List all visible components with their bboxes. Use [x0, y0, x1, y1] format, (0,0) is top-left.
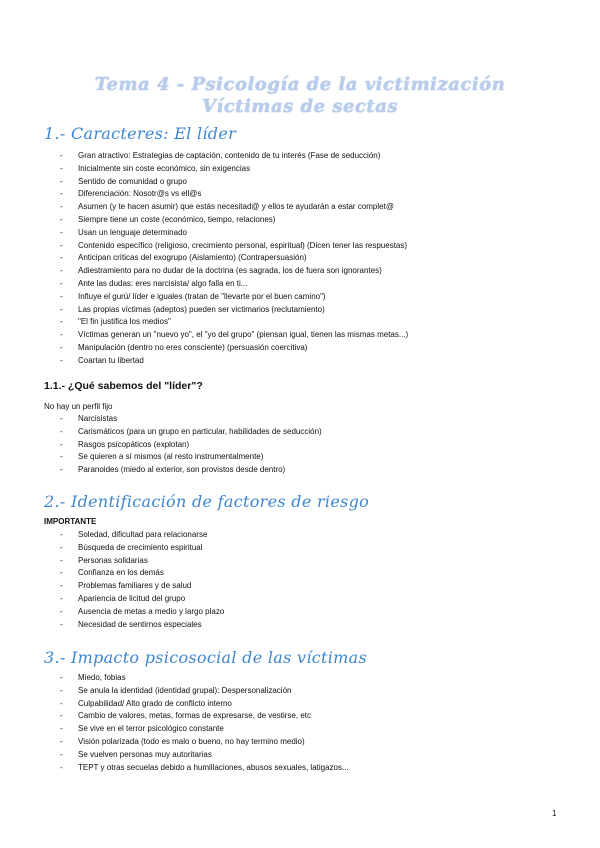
list-item: - Cambio de valores, metas, formas de expresarse, de vestirse, etc [60, 710, 349, 723]
list-item: - Miedo, fobias [60, 672, 349, 685]
list-item: - Las propias víctimas (adeptos) pueden ser victimarios (reclutamiento) [60, 304, 408, 317]
list-item: - Narcisistas [60, 413, 322, 426]
list-item: - Rasgos psicopáticos (explotan) [60, 439, 322, 452]
list-item: - Inicialmente sin coste económico, sin exigencias [60, 163, 408, 176]
list-item: - Víctimas generan un "nuevo yo", el "yo del grupo" (piensan igual, tienen las mismas metas...) [60, 329, 408, 342]
list-item: - Anticipan críticas del exogrupo (Aislamiento) (Contrapersuasión) [60, 252, 408, 265]
section-1-1-heading: 1.1.- ¿Qué sabemos del "líder"? [44, 380, 203, 392]
list-item: - Diferenciación: Nosotr@s vs ell@s [60, 188, 408, 201]
list-item: - Paranoides (miedo al exterior, son provistos desde dentro) [60, 464, 322, 477]
section-1-heading: 1.- Caracteres: El líder [44, 124, 237, 143]
list-item: - Coartan tu libertad [60, 355, 408, 368]
section-1-list [60, 150, 408, 368]
section-2-list [60, 529, 224, 631]
list-item: - Se vive en el terror psicológico constante [60, 723, 349, 736]
list-item: - Búsqueda de crecimiento espiritual [60, 542, 224, 555]
list-item: - Problemas familiares y de salud [60, 580, 224, 593]
page-number: 1 [552, 809, 557, 818]
section-1-1-intro: No hay un perfil fijo [44, 402, 113, 411]
list-item: - Carismáticos (para un grupo en particular, habilidades de seducción) [60, 426, 322, 439]
list-item: - TEPT y otras secuelas debido a humillaciones, abusos sexuales, latigazos... [60, 762, 349, 775]
list-item: - Influye el gurú/ líder e iguales (tratan de "llevarte por el buen camino") [60, 291, 408, 304]
list-item: - Contenido específico (religioso, crecimiento personal, espiritual) (Dicen tener las respuestas) [60, 240, 408, 253]
list-item: - Se vuelven personas muy autoritarias [60, 749, 349, 762]
list-item: - Siempre tiene un coste (económico, tiempo, relaciones) [60, 214, 408, 227]
list-item: - Se quieren a sí mismos (al resto instrumentalmente) [60, 451, 322, 464]
list-item: - Soledad, dificultad para relacionarse [60, 529, 224, 542]
list-item: - Manipulación (dentro no eres consciente) (persuasión coercitiva) [60, 342, 408, 355]
list-item: - Asumen (y te hacen asumir) que estás necesitad@ y ellos te ayudarán a estar complet@ [60, 201, 408, 214]
title-line-1: Tema 4 - Psicología de la victimización [94, 74, 506, 95]
title-line-2: Víctimas de sectas [202, 96, 398, 117]
list-item: - Apariencia de licitud del grupo [60, 593, 224, 606]
list-item: - Confianza en los demás [60, 567, 224, 580]
list-item: - Necesidad de sentirnos especiales [60, 619, 224, 632]
section-3-heading: 3.- Impacto psicosocial de las víctimas [44, 648, 368, 667]
list-item: - Ante las dudas: eres narcisista/ algo falla en ti... [60, 278, 408, 291]
section-3-list [60, 672, 349, 774]
list-item: - Personas solidarias [60, 555, 224, 568]
list-item: - Adiestramiento para no dudar de la doctrina (es sagrada, los de fuera son ignorantes) [60, 265, 408, 278]
section-2-heading: 2.- Identificación de factores de riesgo [44, 492, 370, 511]
list-item: - Ausencia de metas a medio y largo plazo [60, 606, 224, 619]
list-item: - Visión polarizada (todo es malo o bueno, no hay termino medio) [60, 736, 349, 749]
section-2-intro: IMPORTANTE [44, 517, 97, 526]
list-item: - Sentido de comunidad o grupo [60, 176, 408, 189]
list-item: - Culpabilidad/ Alto grado de conflicto interno [60, 698, 349, 711]
list-item: - Se anula la identidad (identidad grupal): Despersonalización [60, 685, 349, 698]
section-1-1-list [60, 413, 322, 477]
list-item: - Usan un lenguaje determinado [60, 227, 408, 240]
list-item: - "El fin justifica los medios" [60, 316, 408, 329]
list-item: - Gran atractivo: Estrategias de captación, contenido de tu interés (Fase de seducción) [60, 150, 408, 163]
